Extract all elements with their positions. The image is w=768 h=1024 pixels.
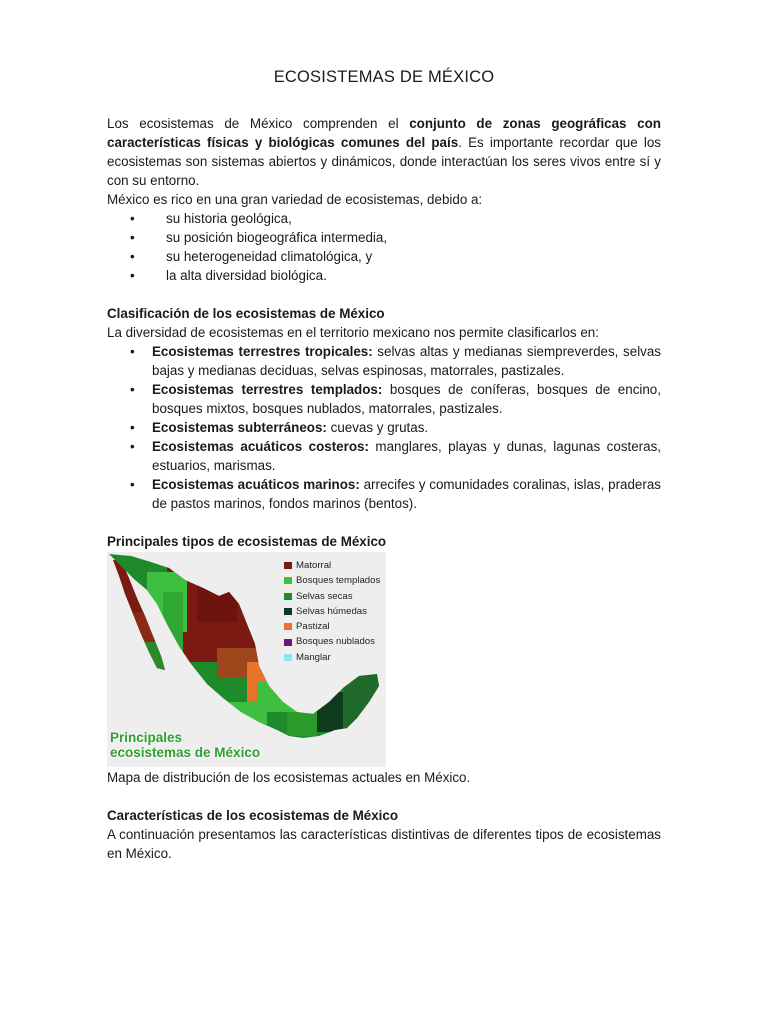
- spacer: [107, 787, 661, 806]
- legend-swatch: [284, 577, 292, 584]
- document-content: [107, 66, 661, 863]
- legend-swatch: [284, 654, 292, 661]
- map-title-line2: ecosistemas de México: [110, 745, 261, 760]
- intro-text-bold: conjunto de zonas geográficas con características físicas y biológicas comunes del país: [107, 116, 661, 150]
- map-caption: Mapa de distribución de los ecosistemas actuales en México.: [107, 770, 471, 785]
- characteristics-heading: Características de los ecosistemas de México: [107, 808, 399, 823]
- list-item: [107, 342, 661, 380]
- legend-item: [284, 650, 380, 665]
- map-title: [110, 730, 260, 760]
- intro-text-1: Los ecosistemas de México comprenden el: [107, 116, 410, 131]
- legend-item: [284, 634, 380, 649]
- classification-heading: Clasificación de los ecosistemas de México: [107, 306, 385, 321]
- list-item: [107, 475, 661, 513]
- map-title-line1: Principales: [110, 730, 183, 745]
- page-title: ECOSISTEMAS DE MÉXICO: [273, 68, 495, 86]
- legend-swatch: [284, 608, 292, 615]
- item-term: Ecosistemas subterráneos:: [152, 420, 327, 435]
- list-item: • la alta diversidad biológica.: [107, 266, 661, 285]
- main-types-heading: Principales tipos de ecosistemas de México: [107, 534, 387, 549]
- legend-swatch: [284, 562, 292, 569]
- list-item: [107, 418, 661, 437]
- item-term: Ecosistemas acuáticos costeros:: [152, 439, 369, 454]
- map-legend: [284, 558, 380, 665]
- item-term: Ecosistemas terrestres tropicales:: [152, 344, 373, 359]
- list-item: [107, 437, 661, 475]
- intro-text-2: . Es importante recordar que los ecosistemas son sistemas abiertos y dinámicos, donde interactúan los seres vivos entre sí y con su entorno.: [107, 135, 661, 188]
- legend-label: Pastizal: [296, 621, 330, 633]
- legend-label: Matorral: [296, 560, 332, 571]
- legend-item: [284, 604, 380, 619]
- legend-label: Bosques nublados: [296, 636, 375, 648]
- characteristics-text: A continuación presentamos las características distintivas de diferentes tipos de ecosistemas en México.: [107, 827, 661, 861]
- item-desc: arrecifes y comunidades coralinas, islas, praderas de pastos marinos, fondos marinos (bentos).: [152, 477, 661, 511]
- legend-label: Manglar: [296, 651, 331, 663]
- legend-swatch: [284, 593, 292, 600]
- item-desc: manglares, playas y dunas, lagunas costeras, estuarios, marismas.: [152, 439, 662, 473]
- legend-item: [284, 619, 380, 634]
- legend-swatch: [284, 623, 292, 630]
- reasons-list: [107, 209, 661, 285]
- legend-label: Selvas secas: [296, 590, 353, 602]
- item-term: Ecosistemas terrestres templados:: [152, 382, 383, 397]
- list-item: • su historia geológica,: [107, 209, 661, 228]
- rich-intro-text: México es rico en una gran variedad de ecosistemas, debido a:: [107, 192, 483, 207]
- classification-list: [107, 342, 661, 513]
- list-item: • su posición biogeográfica intermedia,: [107, 228, 661, 247]
- legend-label: Bosques templados: [296, 575, 381, 587]
- spacer: [107, 513, 661, 532]
- spacer: [107, 285, 661, 304]
- legend-swatch: [284, 639, 292, 646]
- item-desc: selvas altas y medianas siempreverdes, selvas bajas y medianas deciduas, selvas espinosas, matorrales, pastizales.: [152, 344, 662, 378]
- intro-paragraph: [107, 114, 661, 190]
- item-desc: bosques de coníferas, bosques de encino, bosques mixtos, bosques nublados, matorrales, pastizales.: [152, 382, 661, 416]
- legend-item: [284, 573, 380, 588]
- legend-label: Selvas húmedas: [296, 605, 367, 617]
- item-desc: cuevas y grutas.: [326, 420, 429, 435]
- item-term: Ecosistemas acuáticos marinos:: [152, 477, 360, 492]
- legend-item: [284, 589, 380, 604]
- list-item: • su heterogeneidad climatológica, y: [107, 247, 661, 266]
- classification-intro: La diversidad de ecosistemas en el territorio mexicano nos permite clasificarlos en:: [107, 325, 599, 340]
- legend-item: [284, 558, 380, 573]
- list-item: [107, 380, 661, 418]
- ecosystem-map-figure: [107, 552, 386, 767]
